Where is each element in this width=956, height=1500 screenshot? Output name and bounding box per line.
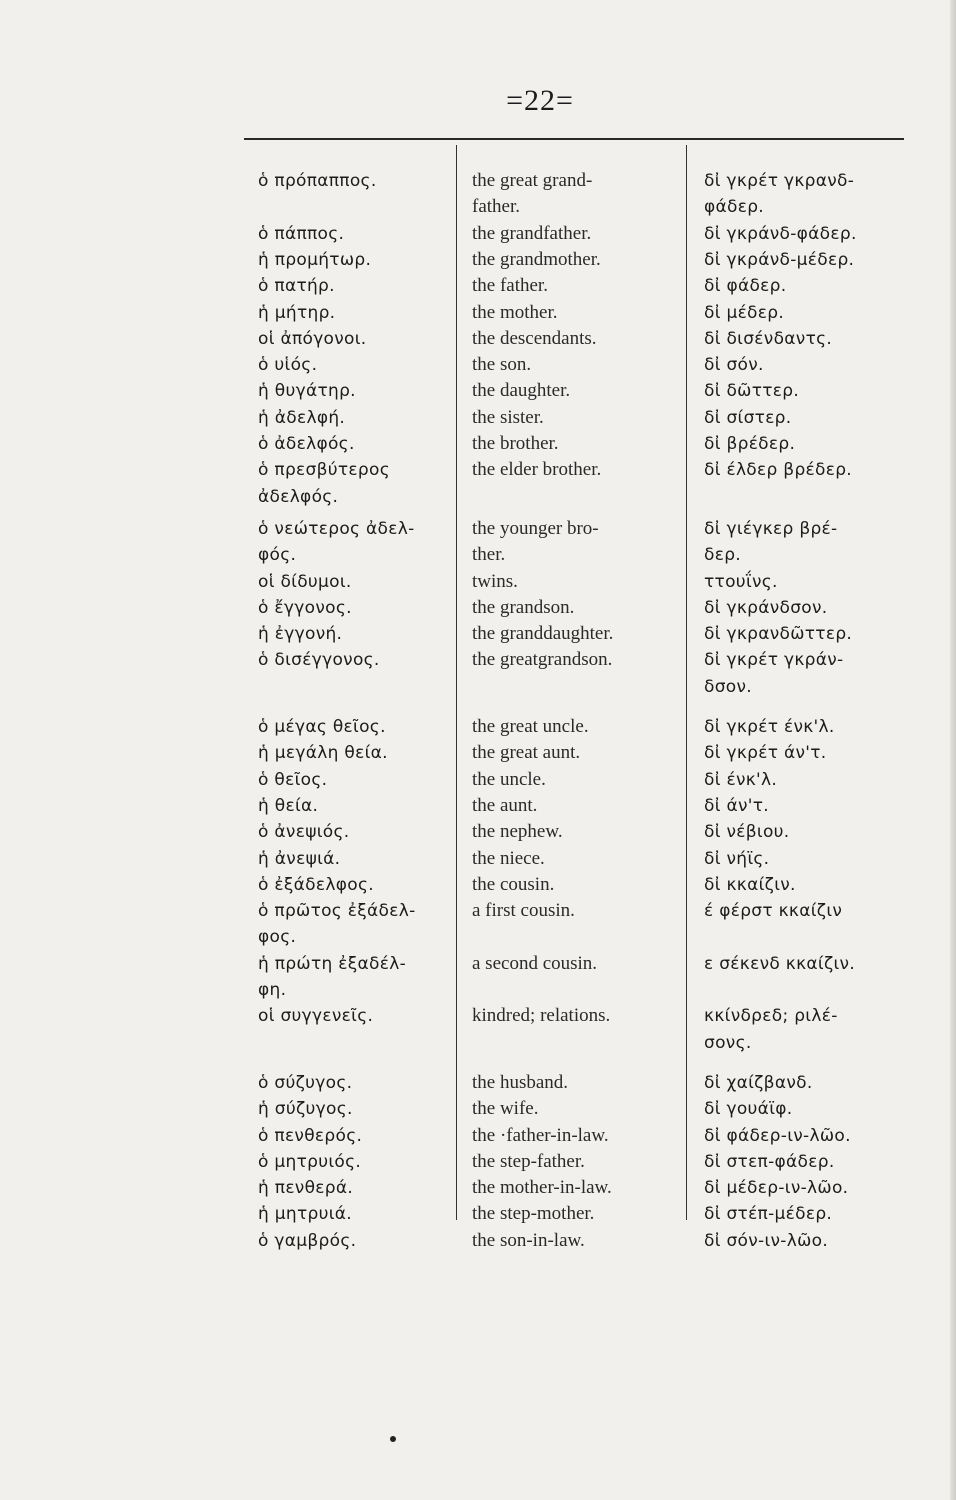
- greek-term: ὁ νεώτερος ἀδελ- φός.: [258, 518, 415, 566]
- greek-term: ἡ θεία.: [258, 795, 319, 816]
- greek-term: ἡ προμήτωρ.: [258, 249, 372, 270]
- pronunciation: δἰ νέβιου.: [704, 822, 790, 843]
- pronunciation: δἰ ένκ'λ.: [704, 769, 778, 790]
- greek-term: ὁ μητρυιός.: [258, 1151, 362, 1172]
- pronunciation: ττουΐνς.: [704, 571, 778, 592]
- english-translation: the sister.: [472, 406, 544, 428]
- greek-term: οἱ ἀπόγονοι.: [258, 328, 367, 349]
- english-translation: the grandmother.: [472, 248, 601, 270]
- greek-term: ὁ μέγας θεῖος.: [258, 717, 386, 737]
- pronunciation: δἰ δισένδαντς.: [704, 328, 833, 349]
- english-translation: the elder brother.: [472, 459, 602, 481]
- english-translation: the descendants.: [472, 327, 597, 349]
- greek-term: ὁ πρόπαππος.: [258, 171, 377, 191]
- english-translation: the great uncle.: [472, 716, 589, 737]
- pronunciation: δἰ γκρέτ ένκ'λ.: [704, 717, 835, 737]
- greek-term: ἡ ἐγγονή.: [258, 624, 343, 645]
- english-translation: the nephew.: [472, 821, 563, 843]
- english-translation: a first cousin.: [472, 900, 575, 922]
- english-translation: the son.: [472, 354, 532, 376]
- pronunciation: κκίνδρεδ; ριλέ- σονς.: [704, 1006, 838, 1053]
- page-edge: [950, 0, 956, 1500]
- english-translation: the granddaughter.: [472, 623, 614, 645]
- english-translation: a second cousin.: [472, 952, 598, 974]
- greek-term: ὁ ἀδελφός.: [258, 434, 355, 454]
- greek-term: ἡ πενθερά.: [258, 1178, 354, 1199]
- english-translation: the husband.: [472, 1071, 569, 1093]
- english-translation: the grandfather.: [472, 222, 592, 244]
- english-translation: kindred; relations.: [472, 1005, 611, 1027]
- english-translation: the ·father-in-law.: [472, 1124, 609, 1146]
- english-translation: the mother.: [472, 301, 558, 323]
- english-translation: the greatgrandson.: [472, 649, 613, 671]
- greek-term: ἡ σύζυγος.: [258, 1099, 353, 1120]
- greek-term: ὁ γαμβρός.: [258, 1230, 357, 1251]
- pronunciation: δἰ σίστερ.: [704, 407, 792, 428]
- pronunciation: δἰ σόν.: [704, 355, 764, 376]
- english-translation: the cousin.: [472, 873, 555, 895]
- pronunciation: δἰ άν'τ.: [704, 795, 769, 816]
- greek-term: ὁ πενθερός.: [258, 1125, 363, 1146]
- greek-term: ὁ δισέγγονος.: [258, 650, 380, 671]
- greek-term: ἡ θυγάτηρ.: [258, 381, 356, 402]
- pronunciation: δἰ μέδερ-ιν-λῶο.: [704, 1178, 849, 1199]
- english-translation: the younger bro- ther.: [472, 517, 599, 566]
- pronunciation: δἰ γκρέτ άν'τ.: [704, 743, 827, 764]
- pronunciation: δἰ βρέδερ.: [704, 434, 796, 454]
- ink-dot: [390, 1436, 396, 1442]
- greek-term: οἱ δίδυμοι.: [258, 571, 352, 592]
- greek-term: ὁ σύζυγος.: [258, 1072, 353, 1093]
- greek-term: οἱ συγγενεῖς.: [258, 1006, 374, 1027]
- english-translation: the brother.: [472, 433, 559, 454]
- column-divider-right: [686, 145, 687, 1220]
- greek-term: ἡ πρώτη ἐξαδέλ- φη.: [258, 953, 407, 1000]
- english-translation: the grandson.: [472, 596, 575, 618]
- greek-term: ἡ μήτηρ.: [258, 302, 336, 323]
- english-translation: the aunt.: [472, 794, 538, 816]
- pronunciation: δἰ φάδερ.: [704, 276, 787, 297]
- pronunciation: ε σέκενδ κκαίζιν.: [704, 953, 856, 974]
- header-rule: [244, 138, 904, 140]
- english-translation: the son-in-law.: [472, 1229, 585, 1251]
- pronunciation: δἰ γκρανδῶττερ.: [704, 624, 853, 645]
- pronunciation: δἰ χαίζβανδ.: [704, 1072, 813, 1093]
- greek-term: ἡ ἀδελφή.: [258, 407, 346, 428]
- greek-term: ὁ πρῶτος ἐξάδελ- φος.: [258, 901, 416, 948]
- pronunciation: δἰ γκράνδ-μέδερ.: [704, 249, 855, 270]
- english-translation: the niece.: [472, 847, 545, 869]
- greek-term: ὁ ἔγγονος.: [258, 597, 352, 618]
- pronunciation: δἰ γκράνδσον.: [704, 597, 828, 618]
- pronunciation: δἰ γκράνδ-φάδερ.: [704, 223, 857, 244]
- pronunciation: δἰ σόν-ιν-λῶο.: [704, 1230, 829, 1251]
- english-translation: twins.: [472, 570, 518, 592]
- english-translation: the step-mother.: [472, 1203, 595, 1225]
- greek-term: ὁ υἱός.: [258, 355, 318, 376]
- greek-term: ἡ μεγάλη θεία.: [258, 743, 388, 764]
- pronunciation: δἰ φάδερ-ιν-λῶο.: [704, 1125, 851, 1146]
- english-translation: the daughter.: [472, 380, 571, 402]
- greek-term: ἡ ἀνεψιά.: [258, 848, 341, 869]
- english-translation: the mother-in-law.: [472, 1177, 612, 1199]
- greek-term: ἡ μητρυιά.: [258, 1204, 352, 1225]
- pronunciation: δἰ νήϊς.: [704, 848, 770, 869]
- page-number: =22=: [506, 84, 574, 117]
- pronunciation: δἰ στέπ-μέδερ.: [704, 1204, 833, 1225]
- pronunciation: έ φέρστ κκαίζιν: [704, 901, 843, 922]
- greek-term: ὁ πατήρ.: [258, 276, 335, 297]
- english-translation: the great grand- father.: [472, 170, 593, 218]
- pronunciation: δἰ κκαίζιν.: [704, 874, 796, 895]
- pronunciation: δἰ έλδερ βρέδερ.: [704, 460, 853, 481]
- english-translation: the uncle.: [472, 768, 546, 790]
- greek-term: ὁ πρεσβύτερος ἀδελφός.: [258, 460, 390, 507]
- pronunciation: δἰ γκρέτ γκρανδ- φάδερ.: [704, 171, 855, 218]
- pronunciation: δἰ μέδερ.: [704, 302, 785, 323]
- english-translation: the father.: [472, 275, 548, 297]
- pronunciation: δἰ δῶττερ.: [704, 381, 800, 402]
- greek-term: ὁ ἐξάδελφος.: [258, 874, 374, 895]
- pronunciation: δἰ γκρέτ γκράν- δσον.: [704, 650, 844, 697]
- greek-term: ὁ πάππος.: [258, 223, 345, 244]
- pronunciation: δἰ γιέγκερ βρέ- δερ.: [704, 518, 838, 566]
- column-divider-left: [456, 145, 457, 1220]
- english-translation: the great aunt.: [472, 742, 581, 764]
- pronunciation: δἰ γουάϊφ.: [704, 1099, 793, 1120]
- pronunciation: δἰ στεπ-φάδερ.: [704, 1151, 835, 1172]
- english-translation: the wife.: [472, 1098, 539, 1120]
- english-translation: the step-father.: [472, 1150, 585, 1172]
- greek-term: ὁ ἀνεψιός.: [258, 822, 350, 843]
- greek-term: ὁ θεῖος.: [258, 769, 328, 790]
